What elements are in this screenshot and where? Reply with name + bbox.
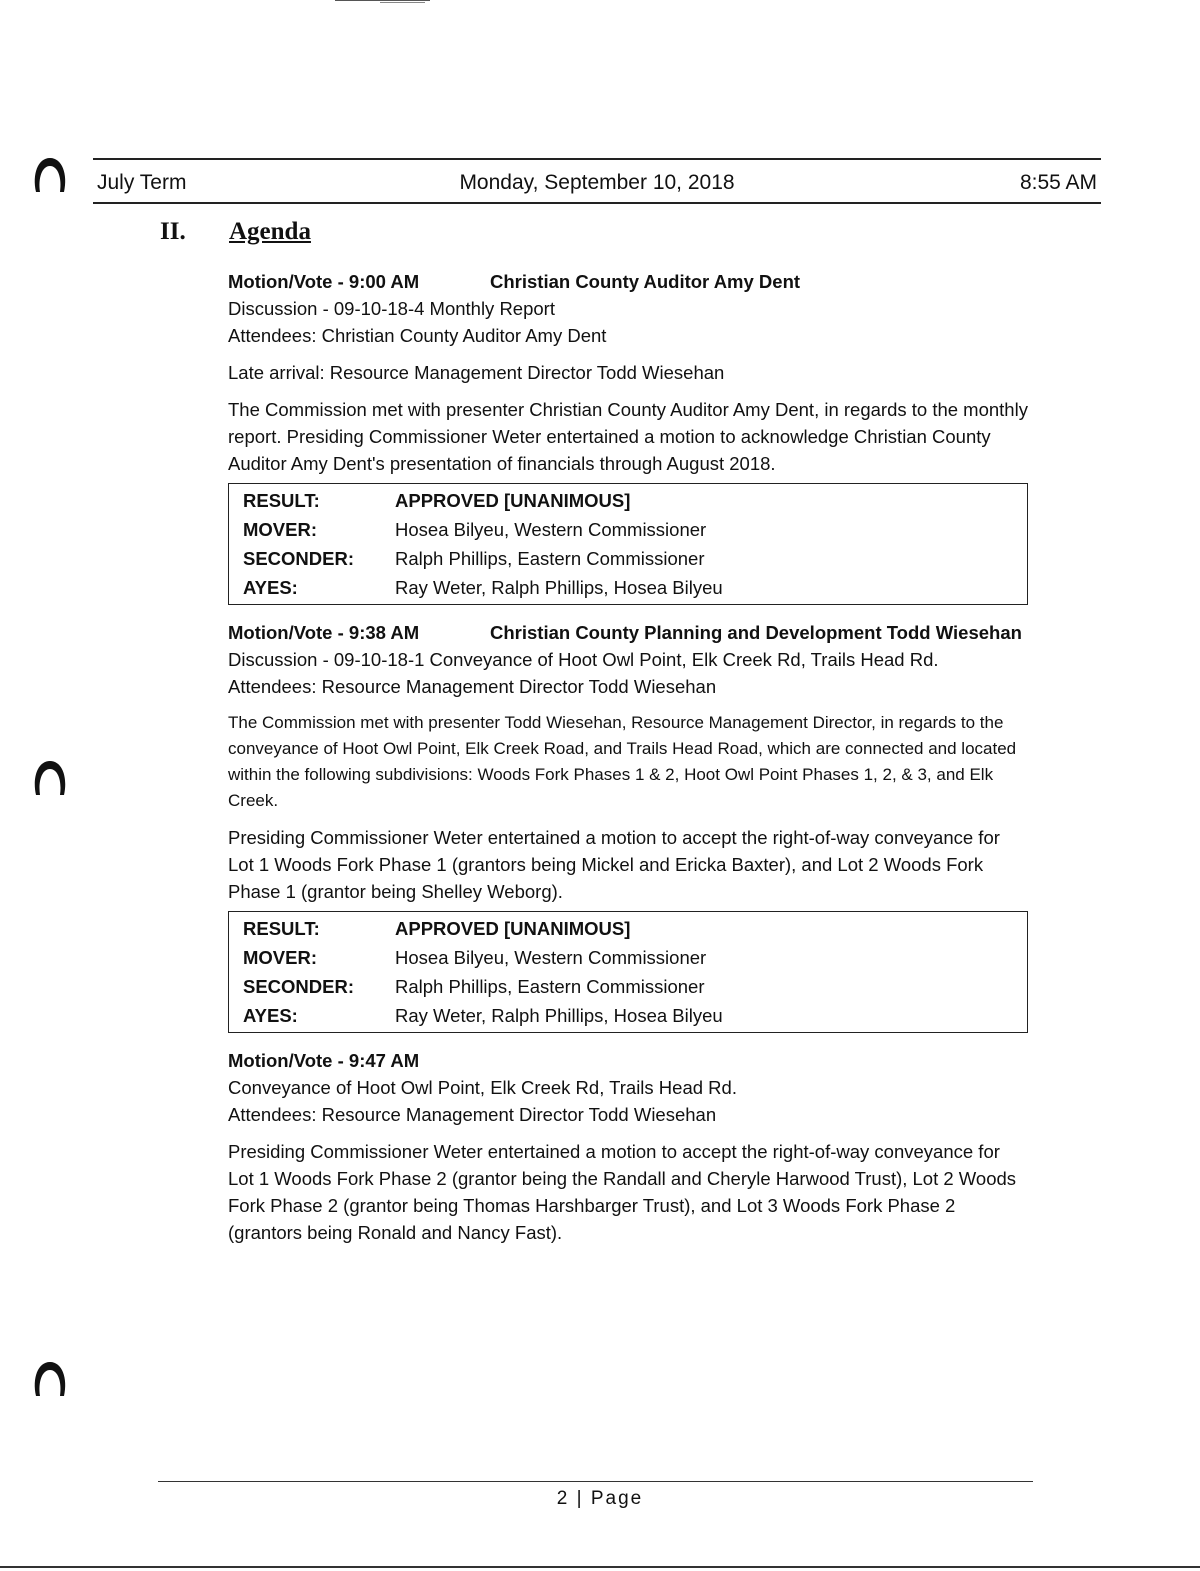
vote-value: Ralph Phillips, Eastern Commissioner <box>395 976 705 997</box>
punch-hole-icon <box>30 152 70 198</box>
header-rule <box>93 202 1101 204</box>
vote-value: APPROVED [UNANIMOUS] <box>395 918 631 939</box>
motion-heading <box>228 268 1028 295</box>
vote-value: Ray Weter, Ralph Phillips, Hosea Bilyeu <box>395 1005 723 1026</box>
page-header <box>97 168 1097 198</box>
minutes-paragraph: The Commission met with presenter Christian County Auditor Amy Dent, in regards to the monthly report. Presiding Commissioner Weter entertained a motion to acknowledge Christian County Auditor Amy Dent's presentation of financials through August 2018. <box>228 399 1028 474</box>
subject-line: Conveyance of Hoot Owl Point, Elk Creek Rd, Trails Head Rd. <box>228 1077 737 1098</box>
vote-row-ayes <box>243 573 1027 602</box>
attendees-line: Attendees: Resource Management Director Todd Wiesehan <box>228 1104 717 1125</box>
vote-result-table <box>228 911 1028 1033</box>
vote-label: AYES: <box>243 577 298 598</box>
meeting-time: 8:55 AM <box>1019 171 1097 194</box>
vote-label: RESULT: <box>243 490 320 511</box>
late-arrival-line: Late arrival: Resource Management Director Todd Wiesehan <box>228 362 725 383</box>
vote-result-table <box>228 483 1028 605</box>
discussion-line: Discussion - 09-10-18-1 Conveyance of Hoot Owl Point, Elk Creek Rd, Trails Head Rd. <box>228 649 939 670</box>
motion-time: Motion/Vote - 9:47 AM <box>228 1050 420 1071</box>
motion-subject: Christian County Planning and Development Todd Wiesehan <box>490 622 1022 643</box>
motion-heading <box>228 1047 1028 1074</box>
minutes-paragraph: Presiding Commissioner Weter entertained a motion to accept the right-of-way conveyance for Lot 1 Woods Fork Phase 1 (grantors being Mickel and Ericka Baxter), and Lot 2 Woods Fork Phase 1 (grantor being Shelley Weborg). <box>228 827 1000 902</box>
vote-row-result <box>243 486 1027 515</box>
attendees-line: Attendees: Resource Management Director Todd Wiesehan <box>228 676 717 697</box>
scan-mark-line <box>380 2 425 3</box>
term-label: July Term <box>97 171 187 194</box>
scan-edge-line <box>0 1566 1200 1568</box>
vote-row-ayes <box>243 1001 1027 1030</box>
scan-mark-line <box>335 0 430 1</box>
minutes-paragraph: Presiding Commissioner Weter entertained a motion to accept the right-of-way conveyance for Lot 1 Woods Fork Phase 2 (grantor being the Randall and Cheryle Harwood Trust), Lot 2 Woods Fork Phase 2 (grantor being Thomas Harshbarger Trust), and Lot 3 Woods Fork Phase 2 (grantors being Ronald and Nancy Fast). <box>228 1141 1017 1243</box>
punch-hole-icon <box>30 1356 70 1402</box>
motion-subject: Christian County Auditor Amy Dent <box>490 271 801 292</box>
vote-row-seconder <box>243 544 1027 573</box>
vote-value: Ray Weter, Ralph Phillips, Hosea Bilyeu <box>395 577 723 598</box>
vote-label: MOVER: <box>243 947 317 968</box>
vote-value: Hosea Bilyeu, Western Commissioner <box>395 947 707 968</box>
vote-value: Ralph Phillips, Eastern Commissioner <box>395 548 705 569</box>
vote-row-mover <box>243 515 1027 544</box>
vote-label: AYES: <box>243 1005 298 1026</box>
vote-value: APPROVED [UNANIMOUS] <box>395 490 631 511</box>
discussion-line: Discussion - 09-10-18-4 Monthly Report <box>228 298 555 319</box>
footer-rule <box>158 1481 1033 1482</box>
vote-label: SECONDER: <box>243 976 355 997</box>
vote-label: SECONDER: <box>243 548 355 569</box>
header-rule <box>93 158 1101 160</box>
vote-row-result <box>243 914 1027 943</box>
section-title: Agenda <box>229 218 311 245</box>
section-number: II. <box>160 218 186 245</box>
motion-time: Motion/Vote - 9:38 AM <box>228 622 420 643</box>
page-number: 2 | Page <box>556 1488 644 1509</box>
motion-time: Motion/Vote - 9:00 AM <box>228 271 420 292</box>
motion-heading <box>228 619 1028 646</box>
attendees-line: Attendees: Christian County Auditor Amy Dent <box>228 325 607 346</box>
vote-row-seconder <box>243 972 1027 1001</box>
vote-row-mover <box>243 943 1027 972</box>
vote-label: RESULT: <box>243 918 320 939</box>
vote-label: MOVER: <box>243 519 317 540</box>
punch-hole-icon <box>30 755 70 801</box>
agenda-content <box>228 268 1028 1246</box>
minutes-paragraph: The Commission met with presenter Todd Wiesehan, Resource Management Director, in regards to the conveyance of Hoot Owl Point, Elk Creek Road, and Trails Head Road, which are connected and located within the following subdivisions: Woods Fork Phases 1 & 2, Hoot Owl Point Phases 1, 2, & 3, and Elk Creek. <box>228 713 1017 810</box>
meeting-date: Monday, September 10, 2018 <box>459 171 735 194</box>
vote-value: Hosea Bilyeu, Western Commissioner <box>395 519 707 540</box>
